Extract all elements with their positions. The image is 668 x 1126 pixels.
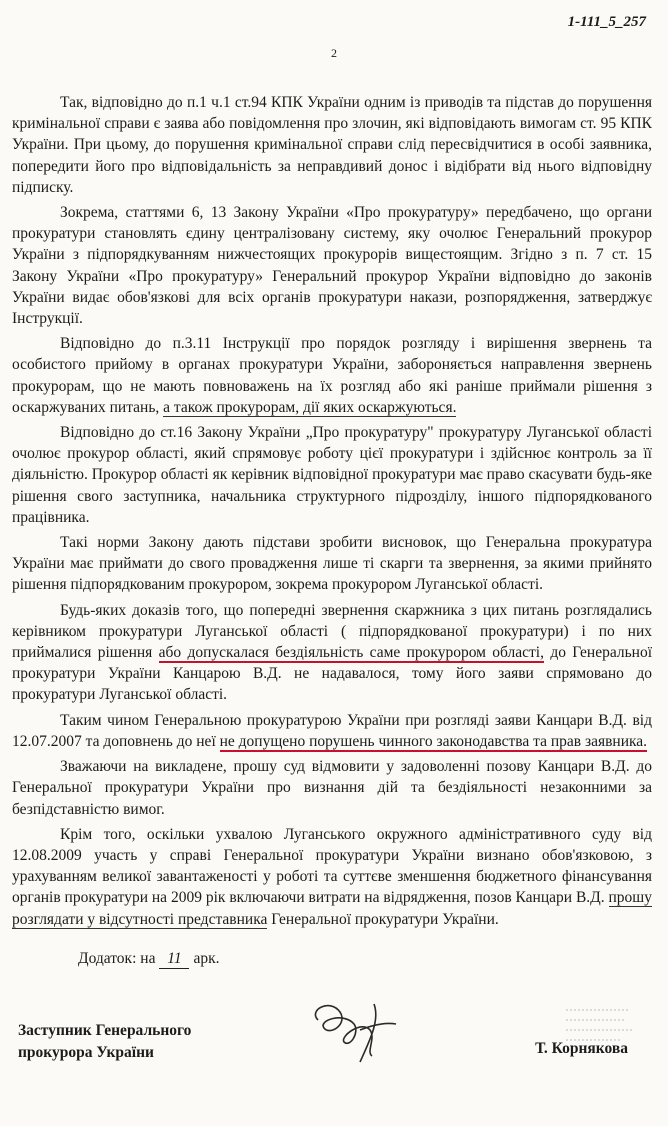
paragraph-4: Відповідно до ст.16 Закону України „Про прокуратуру" прокуратуру Луганської області очолює прокурор області, який спрямовує роботу цієї прокуратури і здійснює контроль за її діяльністю. Прокурор області як керівник відповідної прокуратури має право скасувати будь-яке рішення свого заступника, начальника структурного підрозділу, іншого підпорядкованого працівника. (12, 424, 652, 526)
paragraph-1: Так, відповідно до п.1 ч.1 ст.94 КПК України одним із приводів та підстав до порушення кримінальної справи є заява або повідомлення про злочин, які відповідають вимогам ст. 95 КПК України. При цьому, до порушення кримінальної справи слід пересвідчитися в особі заявника, попередити його про відповідальність за неправдивий донос і відібрати від нього відповідну підписку. (12, 94, 652, 196)
position-line-2: прокурора України (18, 1044, 154, 1061)
handwritten-signature (300, 990, 410, 1070)
position-line-1: Заступник Генерального (18, 1022, 192, 1039)
paragraph-6-text-c: до Генеральної прокуратури України Канцарою В.Д. не надавалося, тому його заяви спрямовано до прокуратури Луганської області. (12, 644, 653, 704)
document-body (12, 92, 652, 934)
paragraph-5: Такі норми Закону дають підстави зробити висновок, що Генеральна прокуратура України має приймати до свого провадження лише ті скарги та звернення, за якими прийнято рішення підпорядкованим прокурором, зокрема прокурором Луганської області. (12, 534, 652, 594)
paragraph-3-underlined: а також прокурорам, дії яких оскаржуються. (163, 398, 457, 416)
attachment-unit: арк. (193, 950, 220, 967)
paragraph-9-underlined: прошу розглядати у відсутності представника (12, 889, 652, 928)
paragraph-3-text: Відповідно до п.3.11 Інструкції про порядок розгляду і вирішення звернень та особистого прийому в органах прокуратури України, забороняється направлення звернень прокурорам, що не мають повноважень на їх розгляд або які раніше приймали рішення з оскаржуваних питань, (12, 335, 652, 416)
paragraph-7-highlight: не допущено порушень чинного законодавства та прав заявника. (219, 732, 648, 750)
paragraph-9 (12, 824, 652, 930)
attachment-line (78, 950, 220, 969)
paragraph-6-text-a: Будь-яких доказів того, що попередні звернення скаржника з цих питань розглядались керівником прокуратури Луганської області ( підпорядкованої прокуратури) і по них приймалися рішення (12, 601, 652, 662)
document-id: 1-111_5_257 (567, 14, 646, 30)
signatory-position (18, 1020, 191, 1064)
paragraph-6-highlight: або допускалася бездіяльність саме прокурором області, (158, 644, 544, 662)
page-number: 2 (331, 46, 337, 60)
paragraph-9-text-a: Крім того, оскільки ухвалою Луганського окружного адміністративного суду від 12.08.2009 участь у справі Генеральної прокуратури України визнано обов'язковою, з урахуванням великої завантаженості у роботі та суттєве зменшення бюджетного фінансування органів прокуратури на 2009 рік включаючи витрати на відрядження, позов Канцари В.Д. (12, 825, 652, 907)
paragraph-6 (12, 600, 652, 706)
paragraph-2: Зокрема, статтями 6, 13 Закону України «Про прокуратуру» передбачено, що органи прокуратури становлять єдину централізовану систему, яку очолює Генеральний прокурор України з підпорядкуванням нижчестоящих прокурорів вищестоящим. Згідно з п. 7 ст. 15 Закону України «Про прокуратуру» Генеральний прокурор України відповідно до законів України видає обов'язкові для всіх органів прокуратури накази, розпорядження, затверджує Інструкції. (12, 204, 652, 328)
attachment-label: Додаток: на (78, 950, 156, 967)
paragraph-3 (12, 333, 652, 418)
attachment-count: 11 (159, 950, 189, 969)
paragraph-7-text: Таким чином Генеральною прокуратурою України при розгляді заяви Канцари В.Д. від 12.07.2007 та доповнень до неї (12, 711, 652, 750)
signatory-name: Т. Корнякова (535, 1040, 628, 1057)
paragraph-9-text-c: Генеральної прокуратури України. (271, 910, 499, 928)
paragraph-8: Зважаючи на викладене, прошу суд відмовити у задоволенні позову Канцари В.Д. до Генеральної прокуратури України про визнання дій та бездіяльності незаконними за безпідставністю вимог. (12, 758, 652, 818)
paragraph-7 (12, 710, 652, 752)
